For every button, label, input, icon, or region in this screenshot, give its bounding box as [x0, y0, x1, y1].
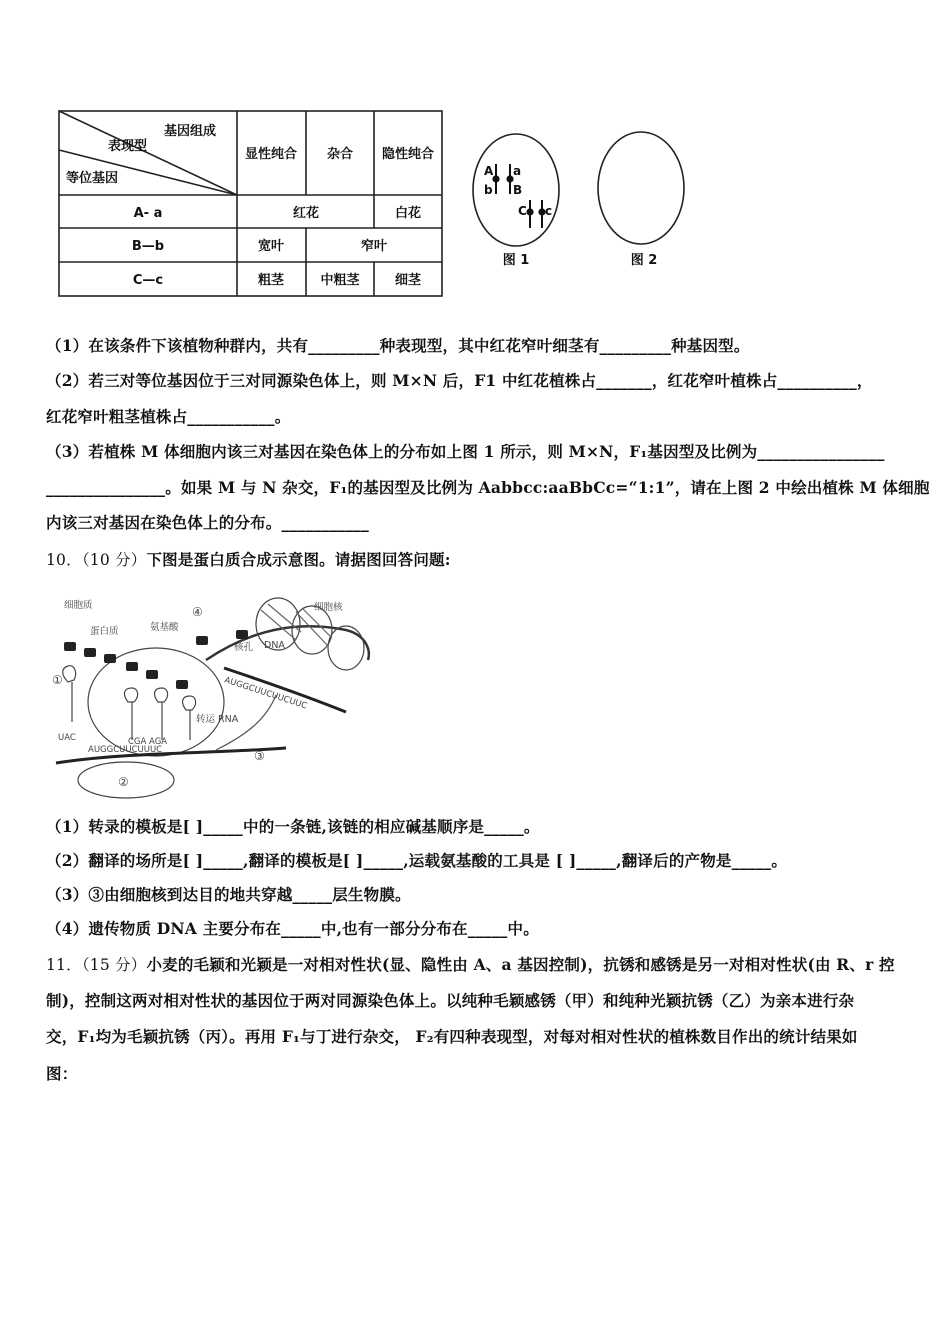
row1-gene: A- a [133, 206, 163, 221]
anticodon-uac: UAC [58, 733, 76, 743]
q11-text1: 小麦的毛颖和光颖是一对相对性状(显、隐性由 A、a 基因控制)，抗锈和感锈是另一对相对性状(由 R、r 控 [146, 955, 895, 974]
label-amino-acid: 氨基酸 [150, 622, 179, 633]
mrna-sequence-bottom: AUGGCUUCUUUC [88, 745, 163, 755]
label-trna: 转运 RNA [196, 714, 239, 725]
q11-line2: 制)，控制这两对相对性状的基因位于两对同源染色体上。以纯种毛颖感锈（甲）和纯种光颖抗锈（乙）为亲本进行杂 [46, 991, 855, 1010]
q9-part2b: 红花窄叶粗茎植株占___________。 [46, 407, 291, 426]
nuclear-envelope [206, 626, 369, 660]
q9-part3c: 内该三对基因在染色体上的分布。___________ [46, 513, 369, 532]
gene-C: C [518, 204, 527, 218]
row3-gene: C—c [132, 273, 164, 288]
mrna-sequence-top: AUGGCUUCUUCUUC [223, 675, 309, 712]
protein-synthesis-diagram [46, 590, 376, 805]
q11-line1 [46, 954, 906, 976]
q10-sub3: （3）③由细胞核到达目的地共穿越_____层生物膜。 [46, 885, 411, 904]
col-dominant: 显性纯合 [244, 147, 298, 162]
polypeptide-chain [64, 630, 248, 689]
fig1-label: 图 1 [502, 253, 530, 268]
row2-wide: 宽叶 [257, 239, 285, 254]
q9-part3b: _______________。如果 M 与 N 杂交，F₁的基因型及比例为 Aabbcc:aaBbCc=“1:1”，请在上图 2 中绘出植株 M 体细胞 [46, 478, 930, 497]
anticodon-cga-aga: CGA AGA [128, 737, 168, 747]
gene-a: a [513, 164, 522, 178]
q11-line4: 图： [46, 1064, 78, 1083]
gene-A: A [484, 164, 494, 178]
gene-b: b [484, 183, 493, 197]
table-header-pheno: 表现型 [108, 139, 148, 154]
marker-1: ① [52, 673, 63, 687]
fig2-cell [598, 132, 684, 244]
label-protein: 蛋白质 [90, 626, 119, 637]
cell-figures [466, 128, 696, 276]
table-header-allele: 等位基因 [66, 171, 119, 186]
row2-narrow: 窄叶 [360, 239, 388, 254]
gene-c: c [545, 204, 553, 218]
row1-white: 白花 [394, 206, 422, 221]
dna-helix-3 [328, 626, 364, 670]
col-recessive: 隐性纯合 [381, 147, 435, 162]
col-hetero: 杂合 [326, 147, 354, 162]
label-dna: DNA [264, 640, 285, 651]
genotype-table [56, 108, 446, 300]
q10-number: 10．（10 分） [46, 551, 147, 569]
table-header-gene: 基因组成 [164, 124, 217, 139]
row1-red: 红花 [292, 206, 320, 221]
q10-sub4: （4）遗传物质 DNA 主要分布在_____中,也有一部分分布在_____中。 [46, 919, 539, 938]
marker-2: ② [118, 775, 129, 789]
q9-part1: （1）在该条件下该植物种群内，共有_________种表现型，其中红花窄叶细茎有_________种基因型。 [46, 336, 750, 355]
marker-4: ④ [192, 605, 203, 619]
q9-part2a: （2）若三对等位基因位于三对同源染色体上，则 M×N 后，F1 中红花植株占_______，红花窄叶植株占__________， [46, 371, 873, 390]
row3-thin: 细茎 [394, 273, 422, 288]
q9-part3a: （3）若植株 M 体细胞内该三对基因在染色体上的分布如上图 1 所示，则 M×N，F₁基因型及比例为________________ [46, 442, 885, 461]
label-cytoplasm: 细胞质 [64, 600, 93, 611]
marker-3: ③ [254, 749, 265, 763]
q10-stem: 下图是蛋白质合成示意图。请据图回答问题: [146, 550, 451, 569]
label-nucleus: 细胞核 [314, 602, 343, 613]
gene-B: B [513, 183, 523, 197]
row3-medium: 中粗茎 [320, 273, 360, 288]
q10-heading [46, 549, 906, 571]
q10-sub1: （1）转录的模板是[ ]_____中的一条链,该链的相应碱基顺序是_____。 [46, 817, 540, 836]
fig2-label: 图 2 [630, 253, 658, 268]
q11-line3: 交，F₁均为毛颖抗锈（丙）。再用 F₁与丁进行杂交， F₂有四种表现型，对每对相对性状的植株数目作出的统计结果如 [46, 1027, 858, 1046]
q11-number: 11．（15 分） [46, 956, 147, 974]
row3-thick: 粗茎 [257, 273, 285, 288]
q10-sub2: （2）翻译的场所是[ ]_____,翻译的模板是[ ]_____,运载氨基酸的工具是 [ ]_____,翻译后的产物是_____。 [46, 851, 788, 870]
label-pore: 核孔 [234, 642, 254, 653]
row2-gene: B—b [131, 239, 165, 254]
